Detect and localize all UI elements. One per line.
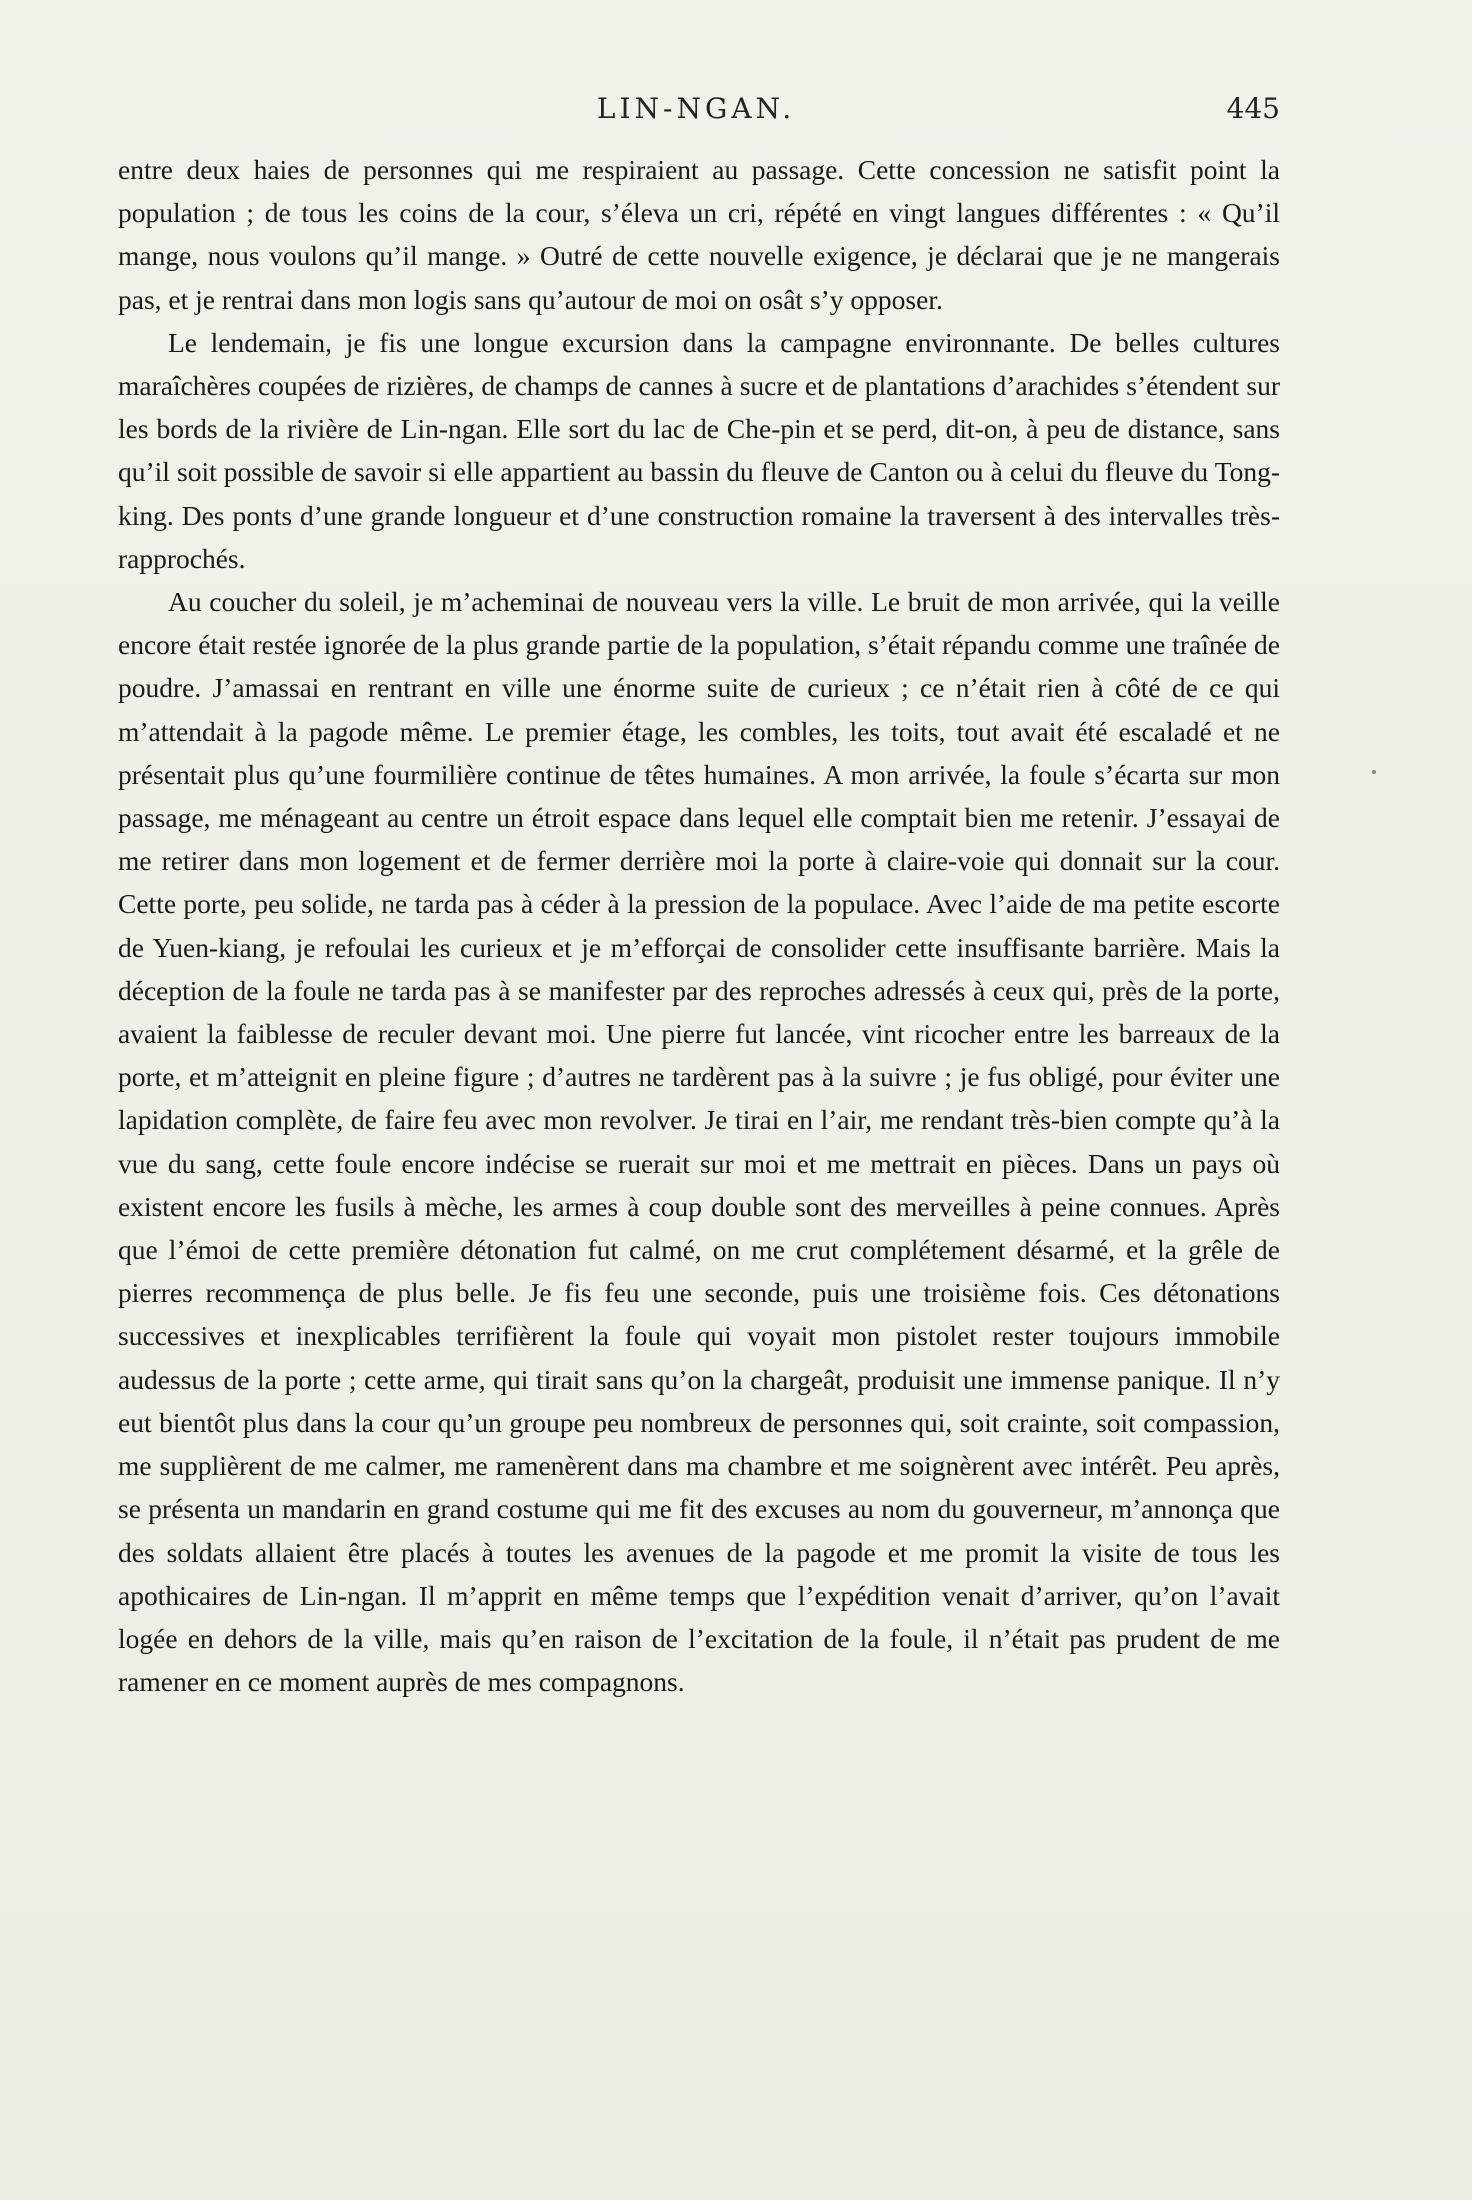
page-number: 445: [1226, 92, 1280, 125]
running-title: LIN-NGAN.: [596, 92, 796, 125]
paper-speck: [1372, 770, 1376, 774]
paragraph-excursion: Le lendemain, je fis une longue excursion dans la campagne environnante. De belles cultures maraîchères coupées de rizières, de champs de cannes à sucre et de plantations d’arachides s’étendent sur les bords de la rivière de Lin-ngan. Elle sort du lac de Che-pin et se perd, dit-on, à peu de distance, sans qu’il soit possible de savoir si elle appartient au bassin du fleuve de Canton ou à celui du fleuve du Tong-king. Des ponts d’une grande longueur et d’une construction romaine la traversent à des intervalles très-rapprochés.: [118, 326, 1280, 574]
paragraph-riot: Au coucher du soleil, je m’acheminai de nouveau vers la ville. Le bruit de mon arrivée, qui la veille encore était restée ignorée de la plus grande partie de la population, s’était répandu comme une traînée de poudre. J’amassai en rentrant en ville une énorme suite de curieux ; ce n’était rien à côté de ce qui m’attendait à la pagode même. Le premier étage, les combles, les toits, tout avait été escaladé et ne présentait plus qu’une fourmilière continue de têtes humaines. A mon arrivée, la foule s’écarta sur mon passage, me ménageant au centre un étroit espace dans lequel elle comptait bien me retenir. J’essayai de me retirer dans mon logement et de fermer derrière moi la porte à claire-voie qui donnait sur la cour. Cette porte, peu solide, ne tarda pas à céder à la pression de la populace. Avec l’aide de ma petite escorte de Yuen-kiang, je refoulai les curieux et je m’efforçai de consolider cette insuffisante barrière. Mais la déception de la foule ne tarda pas à se manifester par des reproches adressés à ceux qui, près de la porte, avaient la faiblesse de reculer devant moi. Une pierre fut lancée, vint ricocher entre les barreaux de la porte, et m’atteignit en pleine figure ; d’autres ne tardèrent pas à la suivre ; je fus obligé, pour éviter une lapidation complète, de faire feu avec mon revolver. Je tirai en l’air, me rendant très-bien compte qu’à la vue du sang, cette foule encore indécise se ruerait sur moi et me mettrait en pièces. Dans un pays où existent encore les fusils à mèche, les armes à coup double sont des merveilles à peine connues. Après que l’émoi de cette première détonation fut calmé, on me crut complétement désarmé, et la grêle de pierres recommença de plus belle. Je fis feu une seconde, puis une troisième fois. Ces détonations successives et inexplicables terrifièrent la foule qui voyait mon pistolet rester toujours immobile audessus de la porte ; cette arme, qui tirait sans qu’on la chargeât, produisit une immense panique. Il n’y eut bientôt plus dans la cour qu’un groupe peu nombreux de personnes qui, soit crainte, soit compassion, me supplièrent de me calmer, me ramenèrent dans ma chambre et me soignèrent avec intérêt. Peu après, se présenta un mandarin en grand costume qui me fit des excuses au nom du gouverneur, m’annonça que des soldats allaient être placés à toutes les avenues de la pagode et me promit la visite de tous les apothicaires de Lin-ngan. Il m’apprit en même temps que l’expédition venait d’arriver, qu’on l’avait logée en dehors de la ville, mais qu’en raison de l’excitation de la foule, il n’était pas prudent de me ramener en ce moment auprès de mes compagnons.: [118, 586, 1280, 1698]
body-text: [118, 148, 1280, 1703]
paragraph-continuation: entre deux haies de personnes qui me respiraient au passage. Cette concession ne satisfit point la population ; de tous les coins de la cour, s’éleva un cri, répété en vingt langues différentes : « Qu’il mange, nous voulons qu’il mange. » Outré de cette nouvelle exigence, je déclarai que je ne mangerais pas, et je rentrai dans mon logis sans qu’autour de moi on osât s’y opposer.: [118, 154, 1280, 315]
running-head: [112, 92, 1280, 132]
